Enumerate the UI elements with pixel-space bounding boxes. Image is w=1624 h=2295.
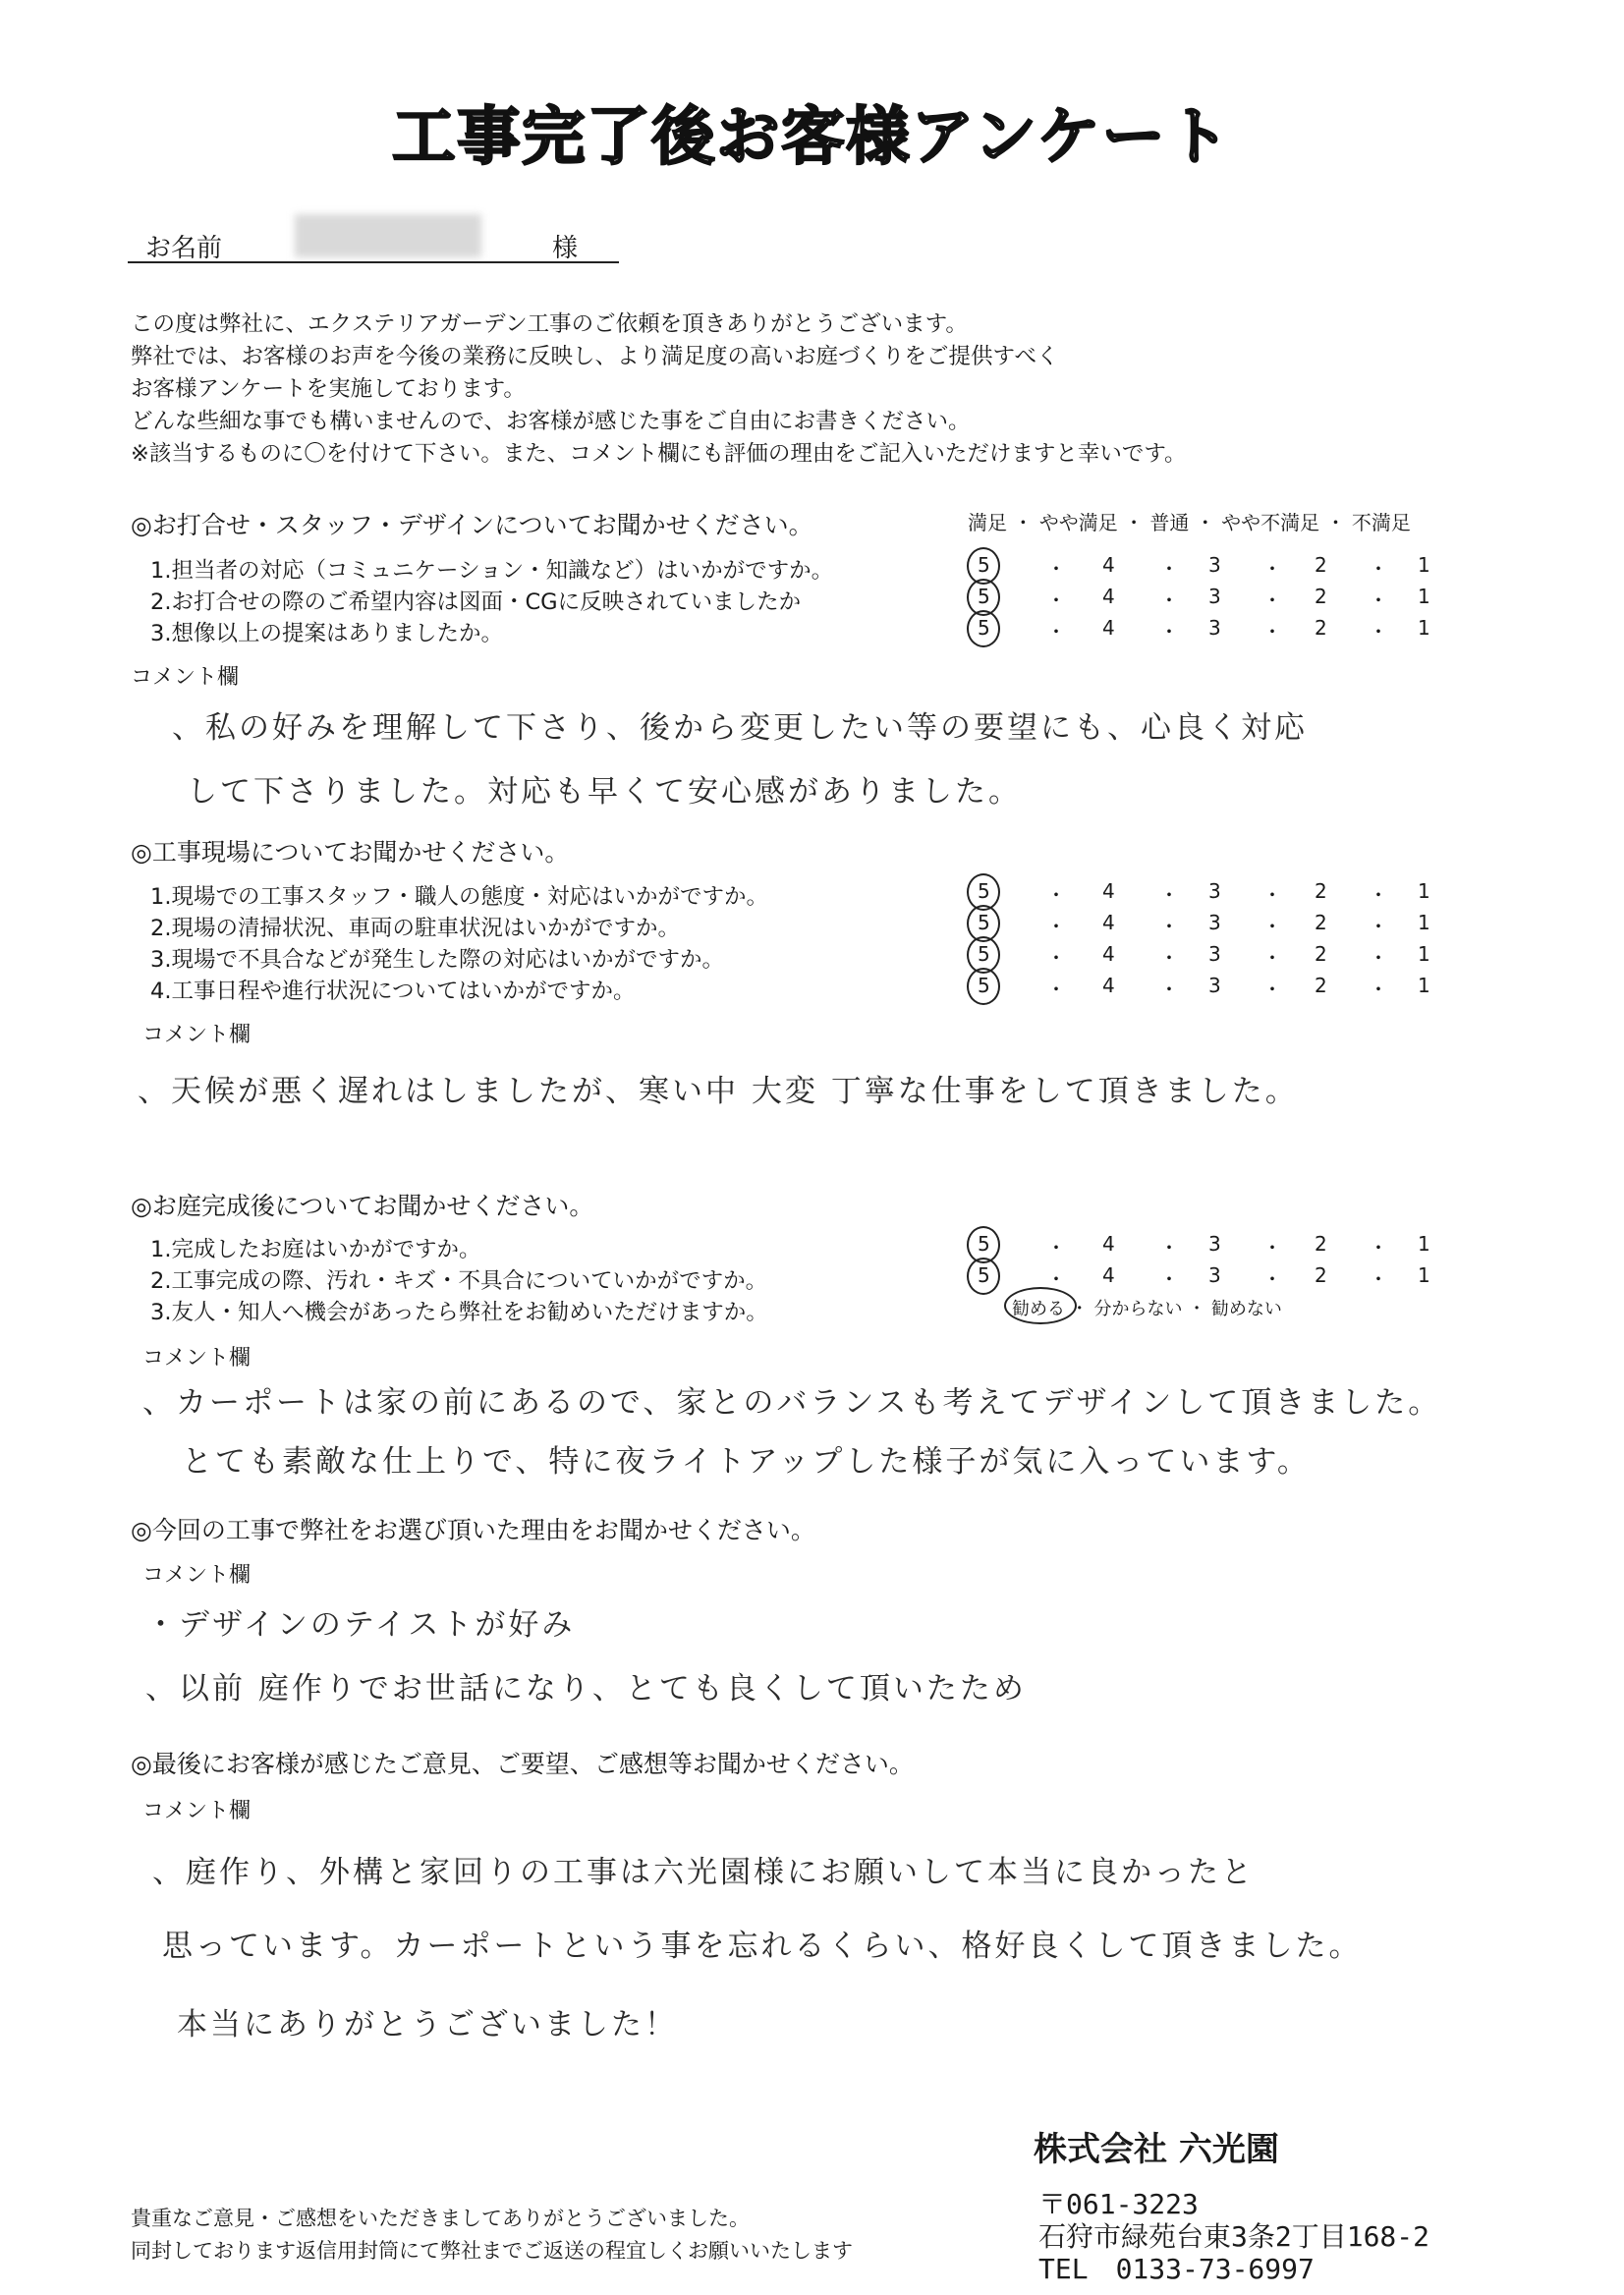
- score-separator: ・: [1262, 1267, 1282, 1291]
- section-title: ◎お庭完成後についてお聞かせください。: [131, 1192, 594, 1220]
- intro-text: [131, 308, 1187, 471]
- intro-line: どんな些細な事でも構いませんので、お客様が感じた事をご自由にお書きください。: [131, 409, 971, 434]
- score-separator: ・: [1159, 557, 1179, 581]
- score-separator: ・: [1159, 1267, 1179, 1291]
- footer-line: 貴重なご意見・ご感想をいただきましてありがとうございました。: [131, 2207, 750, 2230]
- score-separator: ・: [1046, 588, 1066, 612]
- score-value[interactable]: 3: [1208, 1232, 1221, 1256]
- handwritten-comment: して下さりました。対応も早くて安心感がありました。: [187, 774, 1022, 810]
- score-value[interactable]: 1: [1418, 911, 1430, 934]
- score-value[interactable]: 1: [1418, 1263, 1430, 1287]
- score-value[interactable]: 4: [1102, 585, 1115, 608]
- score-value[interactable]: 1: [1418, 553, 1430, 577]
- question: 2.お打合せの際のご希望内容は図面・CGに反映されていましたか: [150, 589, 802, 615]
- score-value[interactable]: 1: [1418, 1232, 1430, 1256]
- score-value[interactable]: 2: [1315, 1263, 1327, 1287]
- score-value[interactable]: 4: [1102, 974, 1115, 997]
- intro-line: この度は弊社に、エクステリアガーデン工事のご依頼を頂きありがとうございます。: [131, 311, 968, 337]
- score-separator: ・: [1262, 915, 1282, 938]
- score-value[interactable]: 1: [1418, 585, 1430, 608]
- score-separator: ・: [1369, 588, 1388, 612]
- survey-title: 工事完了後お客様アンケート: [392, 101, 1232, 174]
- score-separator: ・: [1369, 915, 1388, 938]
- comment-label: コメント欄: [142, 1346, 252, 1371]
- selected-score-circle: [967, 610, 1000, 647]
- comment-label: コメント欄: [131, 665, 240, 690]
- question: 1.担当者の対応（コミュニケーション・知識など）はいかがですか。: [150, 558, 834, 584]
- score-value[interactable]: 4: [1102, 879, 1115, 903]
- score-value[interactable]: 4: [1102, 616, 1115, 640]
- score-value[interactable]: 2: [1315, 942, 1327, 966]
- score-value[interactable]: 5: [978, 553, 990, 577]
- intro-line: お客様アンケートを実施しております。: [131, 376, 526, 402]
- score-value[interactable]: 4: [1102, 1263, 1115, 1287]
- score-value[interactable]: 2: [1315, 1232, 1327, 1256]
- score-separator: ・: [1046, 883, 1066, 907]
- score-separator: ・: [1159, 1236, 1179, 1259]
- question: 3.友人・知人へ機会があったら弊社をお勧めいただけますか。: [150, 1300, 768, 1325]
- section-title: ◎今回の工事で弊社をお選び頂いた理由をお聞かせください。: [131, 1516, 815, 1544]
- score-separator: ・: [1159, 588, 1179, 612]
- score-separator: ・: [1369, 883, 1388, 907]
- score-value[interactable]: 2: [1315, 879, 1327, 903]
- score-value[interactable]: 5: [978, 585, 990, 608]
- question: 4.工事日程や進行状況についてはいかがですか。: [150, 979, 636, 1004]
- question: 1.完成したお庭はいかがですか。: [150, 1237, 481, 1262]
- score-value[interactable]: 3: [1208, 974, 1221, 997]
- score-separator: ・: [1046, 978, 1066, 1001]
- handwritten-comment: 、カーポートは家の前にあるので、家とのバランスも考えてデザインして頂きました。: [142, 1385, 1442, 1421]
- handwritten-comment: 、庭作り、外構と家回りの工事は六光園様にお願いして本当に良かったと: [152, 1855, 1255, 1890]
- address: 石狩市緑苑台東3条2丁目168-2: [1038, 2220, 1430, 2253]
- score-separator: ・: [1046, 915, 1066, 938]
- score-separator: ・: [1159, 978, 1179, 1001]
- selected-score-circle: [967, 968, 1000, 1005]
- company-name: 株式会社 六光園: [1034, 2130, 1279, 2169]
- score-separator: ・: [1262, 978, 1282, 1001]
- score-value[interactable]: 5: [978, 879, 990, 903]
- score-value[interactable]: 2: [1315, 974, 1327, 997]
- score-separator: ・: [1159, 946, 1179, 970]
- score-value[interactable]: 3: [1208, 942, 1221, 966]
- handwritten-comment: 、私の好みを理解して下さり、後から変更したい等の要望にも、心良く対応: [172, 710, 1308, 746]
- handwritten-comment: とても素敵な仕上りで、特に夜ライトアップした様子が気に入っています。: [182, 1444, 1311, 1480]
- score-separator: ・: [1046, 1236, 1066, 1259]
- score-separator: ・: [1262, 620, 1282, 644]
- score-separator: ・: [1262, 588, 1282, 612]
- score-value[interactable]: 1: [1418, 616, 1430, 640]
- comment-label: コメント欄: [142, 1799, 252, 1823]
- score-separator: ・: [1046, 620, 1066, 644]
- intro-line: 弊社では、お客様のお声を今後の業務に反映し、より満足度の高いお庭づくりをご提供すべく: [131, 344, 1059, 369]
- score-separator: ・: [1369, 978, 1388, 1001]
- handwritten-comment: 、以前 庭作りでお世話になり、とても良くして頂いたため: [145, 1671, 1027, 1707]
- score-value[interactable]: 4: [1102, 553, 1115, 577]
- score-value[interactable]: 2: [1315, 585, 1327, 608]
- question: 2.工事完成の際、汚れ・キズ・不具合についていかがですか。: [150, 1268, 768, 1294]
- score-value[interactable]: 5: [978, 974, 990, 997]
- score-separator: ・: [1262, 946, 1282, 970]
- score-value[interactable]: 1: [1418, 974, 1430, 997]
- score-separator: ・: [1046, 1267, 1066, 1291]
- score-separator: ・: [1369, 557, 1388, 581]
- score-value[interactable]: 1: [1418, 942, 1430, 966]
- score-value[interactable]: 5: [978, 616, 990, 640]
- intro-line: ※該当するものに〇を付けて下さい。また、コメント欄にも評価の理由をご記入いただけますと幸いです。: [131, 441, 1187, 467]
- score-value[interactable]: 3: [1208, 911, 1221, 934]
- score-value[interactable]: 2: [1315, 911, 1327, 934]
- question: 1.現場での工事スタッフ・職人の態度・対応はいかがですか。: [150, 884, 768, 910]
- score-value[interactable]: 5: [978, 911, 990, 934]
- handwritten-comment: 本当にありがとうございました！: [177, 2007, 678, 2043]
- question: 2.現場の清掃状況、車両の駐車状況はいかがですか。: [150, 916, 680, 941]
- score-separator: ・: [1159, 915, 1179, 938]
- comment-label: コメント欄: [142, 1023, 252, 1047]
- score-separator: ・: [1262, 557, 1282, 581]
- score-value[interactable]: 3: [1208, 1263, 1221, 1287]
- name-label: お名前: [145, 234, 223, 263]
- score-separator: ・: [1262, 883, 1282, 907]
- name-suffix: 様: [552, 234, 579, 263]
- score-separator: ・: [1159, 620, 1179, 644]
- question: 3.現場で不具合などが発生した際の対応はいかがですか。: [150, 947, 724, 973]
- score-separator: ・: [1262, 1236, 1282, 1259]
- score-value[interactable]: 4: [1102, 942, 1115, 966]
- score-value[interactable]: 3: [1208, 585, 1221, 608]
- handwritten-comment: ・デザインのテイストが好み: [145, 1607, 576, 1643]
- handwritten-comment: 思っています。カーポートという事を忘れるくらい、格好良くして頂きました。: [162, 1929, 1363, 1964]
- score-separator: ・: [1369, 946, 1388, 970]
- comment-label: コメント欄: [142, 1563, 252, 1588]
- score-separator: ・: [1369, 1236, 1388, 1259]
- section-title: ◎最後にお客様が感じたご意見、ご要望、ご感想等お聞かせください。: [131, 1750, 914, 1778]
- selected-score-circle: [967, 1258, 1000, 1295]
- score-value[interactable]: 4: [1102, 911, 1115, 934]
- rating-scale-header: 満足 ・ やや満足 ・ 普通 ・ やや不満足 ・ 不満足: [968, 511, 1411, 534]
- postal-code: 〒061-3223: [1038, 2188, 1199, 2220]
- score-value[interactable]: 1: [1418, 879, 1430, 903]
- score-value[interactable]: 5: [978, 1232, 990, 1256]
- score-separator: ・: [1369, 620, 1388, 644]
- section-title: ◎工事現場についてお聞かせください。: [131, 838, 570, 867]
- redacted-name: [295, 214, 481, 257]
- score-value[interactable]: 5: [978, 942, 990, 966]
- score-value[interactable]: 3: [1208, 553, 1221, 577]
- handwritten-comment: 、天候が悪く遅れはしましたが、寒い中 大変 丁寧な仕事をして頂きました。: [138, 1074, 1299, 1109]
- recommend-options: 勧める ・ 分からない ・ 勧めない: [1012, 1299, 1282, 1319]
- score-separator: ・: [1159, 883, 1179, 907]
- score-separator: ・: [1046, 557, 1066, 581]
- score-separator: ・: [1369, 1267, 1388, 1291]
- name-underline: [128, 261, 619, 263]
- score-value[interactable]: 2: [1315, 616, 1327, 640]
- score-value[interactable]: 2: [1315, 553, 1327, 577]
- selected-answer-circle: [1004, 1287, 1077, 1324]
- question: 3.想像以上の提案はありましたか。: [150, 621, 503, 646]
- telephone: TEL 0133-73-6997: [1038, 2253, 1315, 2285]
- score-value[interactable]: 3: [1208, 616, 1221, 640]
- score-value[interactable]: 5: [978, 1263, 990, 1287]
- score-value[interactable]: 4: [1102, 1232, 1115, 1256]
- footer-line: 同封しております返信用封筒にて弊社までご返送の程宜しくお願いいたします: [131, 2239, 853, 2263]
- score-separator: ・: [1046, 946, 1066, 970]
- score-value[interactable]: 3: [1208, 879, 1221, 903]
- section-title: ◎お打合せ・スタッフ・デザインについてお聞かせください。: [131, 511, 813, 539]
